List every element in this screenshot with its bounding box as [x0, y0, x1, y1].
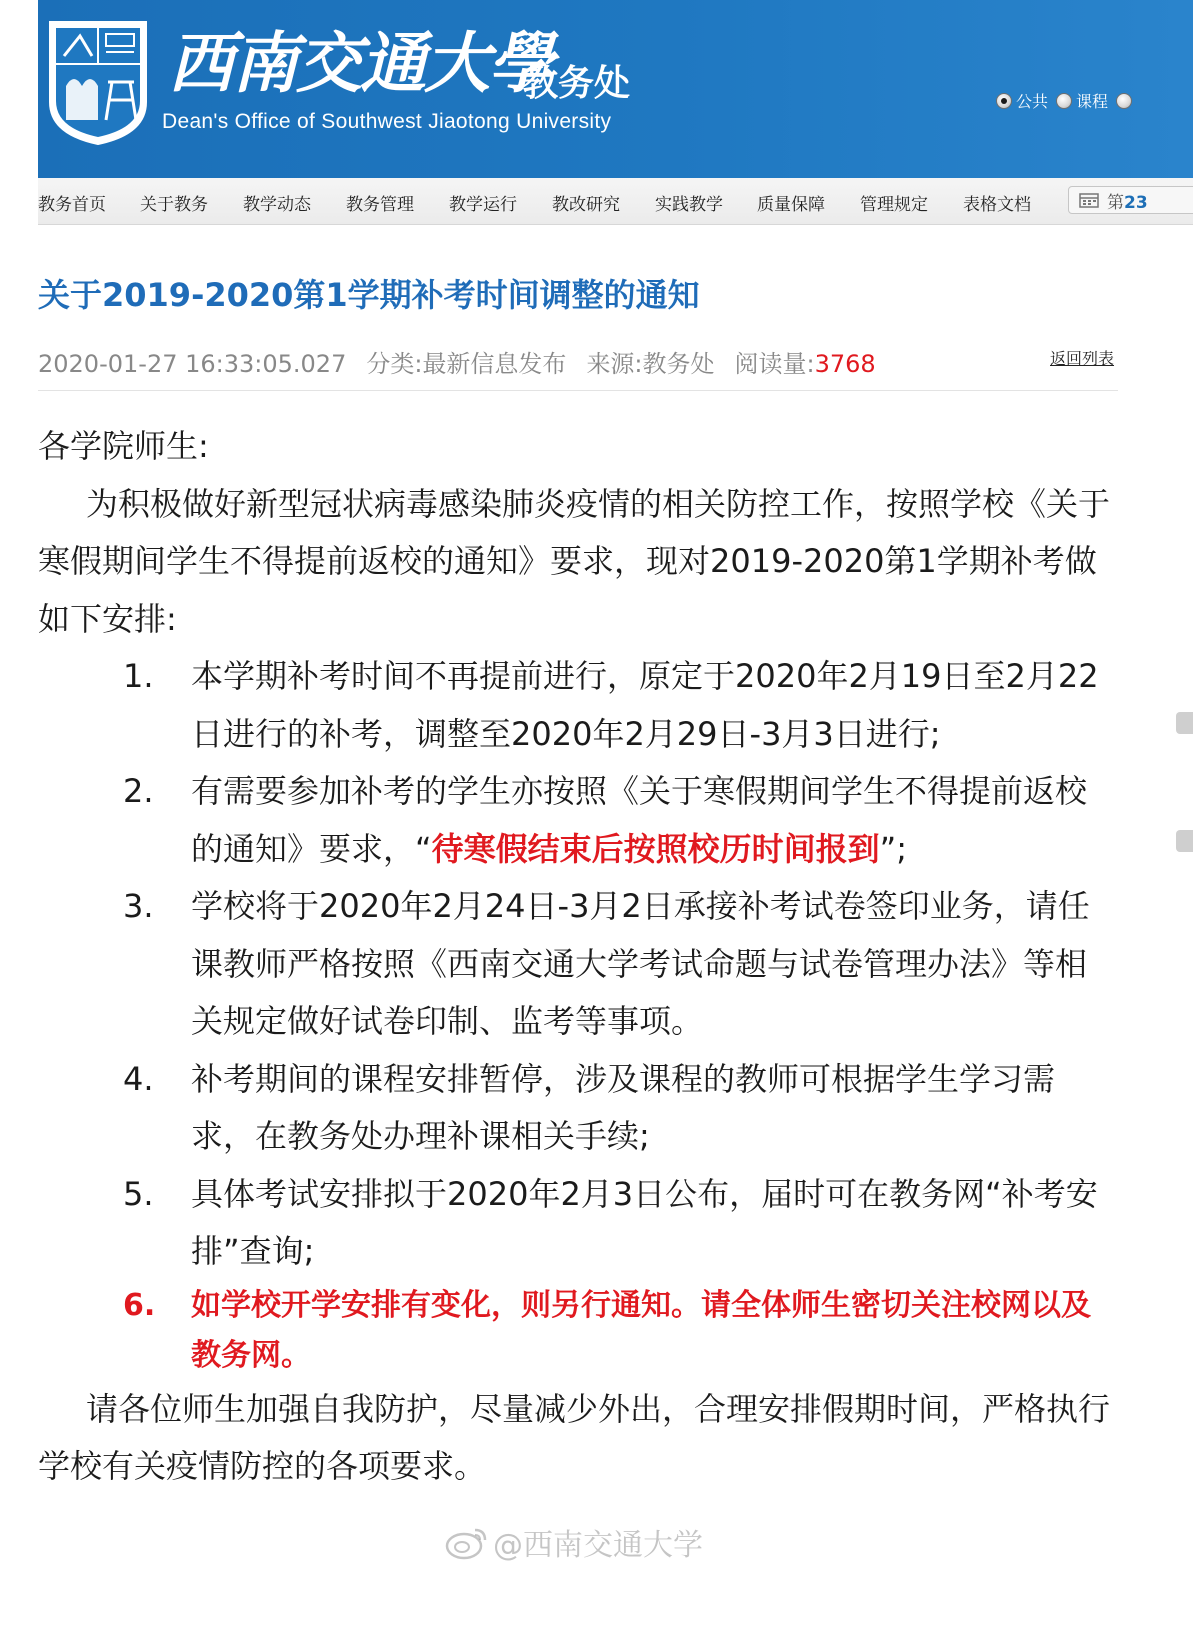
category-value: 最新信息发布	[422, 350, 567, 378]
scroll-marker	[1176, 712, 1193, 734]
article-body	[38, 418, 1118, 1496]
nav-item-quality[interactable]: 质量保障	[757, 195, 825, 215]
radio-course[interactable]: 课程	[1056, 89, 1108, 112]
page-title: 关于2019-2020第1学期补考时间调整的通知	[38, 276, 700, 314]
list-item-important: 6. 如学校开学安排有变化，则另行通知。请全体师生密切关注校网以及教务网。	[123, 1287, 1091, 1373]
nav-item-operations[interactable]: 教学运行	[449, 195, 517, 215]
list-item: 3. 学校将于2020年2月24日-3月2日承接补考试卷签印业务，请任课教师严格按照《西南交通大学考试命题与试卷管理办法》等相关规定做好试卷印制、监考等事项。	[123, 887, 1090, 1040]
week-calendar[interactable]	[1068, 186, 1193, 214]
nav-item-home[interactable]: 教务首页	[38, 195, 106, 215]
article-meta	[38, 344, 876, 379]
publish-timestamp: 2020-01-27 16:33:05.027	[38, 350, 347, 378]
nav-item-regulations[interactable]: 管理规定	[860, 195, 928, 215]
arrangement-list	[38, 648, 1118, 1381]
nav-item-about[interactable]: 关于教务	[140, 195, 208, 215]
week-indicator: 第23	[1107, 192, 1148, 213]
meta-divider	[38, 390, 1118, 391]
highlight-text: 待寒假结束后按照校历时间报到	[431, 829, 880, 868]
list-item: 1. 本学期补考时间不再提前进行，原定于2020年2月19日至2月22日进行的补考，调整至2020年2月29日-3月3日进行;	[123, 657, 1099, 753]
nav-item-news[interactable]: 教学动态	[243, 195, 311, 215]
nav-item-management[interactable]: 教务管理	[346, 195, 414, 215]
scroll-marker	[1176, 830, 1193, 852]
university-emblem-icon	[42, 16, 154, 146]
radio-button-checked-icon[interactable]	[996, 93, 1012, 109]
back-to-list-link[interactable]: 返回列表	[1050, 349, 1115, 368]
read-count: 3768	[814, 350, 876, 378]
closing-paragraph: 请各位师生加强自我防护，尽量减少外出，合理安排假期时间，严格执行学校有关疫情防控的各项要求。	[38, 1389, 1111, 1485]
nav-item-practice[interactable]: 实践教学	[655, 195, 723, 215]
radio-button-icon[interactable]	[1056, 93, 1072, 109]
radio-public[interactable]: 公共	[996, 89, 1048, 112]
search-scope-radios	[996, 89, 1140, 112]
watermark-text: @西南交通大学	[493, 1528, 703, 1563]
calendar-icon	[1079, 192, 1099, 208]
greeting: 各学院师生:	[38, 427, 209, 465]
list-item: 2. 有需要参加补考的学生亦按照《关于寒假期间学生不得提前返校的通知》要求，“待寒假结束后按照校历时间报到”;	[123, 772, 1088, 868]
category-label: 分类:	[366, 350, 423, 378]
reads-label: 阅读量:	[734, 350, 815, 378]
site-banner	[38, 0, 1193, 178]
intro-paragraph: 为积极做好新型冠状病毒感染肺炎疫情的相关防控工作，按照学校《关于寒假期间学生不得提前返校的通知》要求，现对2019-2020第1学期补考做如下安排:	[38, 484, 1111, 638]
nav-item-forms[interactable]: 表格文档	[963, 195, 1031, 215]
weibo-logo-icon	[445, 1524, 489, 1560]
source-label: 来源:	[586, 350, 643, 378]
radio-third[interactable]	[1116, 93, 1132, 109]
nav-item-reform[interactable]: 教改研究	[552, 195, 620, 215]
university-name-cn: 西南交通大學	[168, 24, 552, 102]
office-name: 教务处	[522, 63, 631, 104]
list-item: 5. 具体考试安排拟于2020年2月3日公布，届时可在教务网“补考安排”查询;	[123, 1174, 1098, 1270]
list-item: 4. 补考期间的课程安排暂停，涉及课程的教师可根据学生学习需求，在教务处办理补课相关手续;	[123, 1059, 1056, 1155]
main-nav	[38, 178, 1193, 225]
radio-button-icon[interactable]	[1116, 93, 1132, 109]
source-value: 教务处	[642, 350, 715, 378]
weibo-watermark	[445, 1520, 703, 1564]
office-name-en: Dean's Office of Southwest Jiaotong University	[162, 110, 612, 133]
